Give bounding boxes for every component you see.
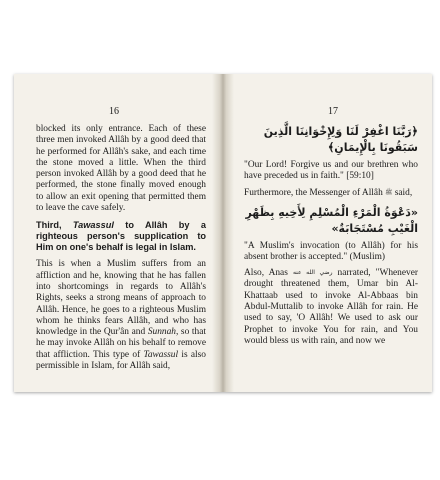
paragraph-affliction-text-1: This is when a Muslim suffers from an affliction and he, knowing that he has fallen into shortcomings in regards to Allâh's Rights, seeks a strong means of approach to Allâh. Hence, he goes to a righteous Muslim whom he thinks fears Allâh, and who has knowledge in the Qur'ân and	[36, 259, 206, 338]
paragraph-cave-story: blocked its only entrance. Each of these three men invoked Allâh by a good deed that he performed for Allâh's sake, and each time the stone moved a little. When the third person invoked Allâh by a good deed that he performed, the stone finally moved enough to allow an exit opening that permitted them to leave the cave safely.	[36, 124, 206, 214]
paragraph-affliction-text-2: , so that he may invoke Allâh on his behalf to remove that affliction. This type of	[36, 327, 206, 360]
paragraph-messenger-said-word: said,	[394, 187, 413, 198]
paragraph-affliction	[36, 259, 206, 372]
honorific-anas: رضي الله عنه	[292, 269, 333, 277]
arabic-hadith: «دَعْوَةُ الْمَرْءِ الْمُسْلِمِ لِأَخِيهِ بِظَهْرِ الْغَيْبِ مُسْتَجَابَةٌ»	[245, 205, 418, 235]
paragraph-anas-narration	[244, 267, 418, 347]
page-number-left: 16	[109, 106, 119, 117]
translation-hadith: "A Muslim's invocation (to Allâh) for his absent brother is accepted." (Muslim)	[244, 240, 418, 262]
heading-text-1: Third,	[36, 220, 73, 231]
paragraph-messenger-text: Furthermore, the Messenger of Allâh	[244, 187, 383, 198]
section-heading-third	[36, 220, 206, 253]
left-page-body	[36, 124, 206, 378]
right-page-body	[244, 124, 418, 353]
paragraph-anas-text: Also, Anas	[244, 268, 288, 279]
book-spread	[14, 74, 432, 392]
italic-sunnah: Sunnah	[147, 327, 176, 338]
honorific-symbol: ﷺ	[385, 188, 393, 196]
heading-text-2: to Allâh by a righteous person's supplication to Him on one's behalf is legal in Islam.	[36, 220, 206, 253]
paragraph-messenger-said	[244, 187, 418, 199]
translation-verse-59-10: "Our Lord! Forgive us and our brethren who have preceded us in faith." [59:10]	[244, 160, 418, 182]
page-number-right: 17	[328, 106, 338, 117]
paragraph-anas-narration-text: narrated, "Whenever drought threatened them, Umar bin Al-Khattaab used to invoke Al-Abbaas bin Abdul-Muttalib to invoke Allâh for rain. He used to say, 'O Allâh! We used to ask our Prophet to invoke You for rain, and You would bless us with rain, and now we	[244, 268, 418, 346]
left-page	[14, 74, 214, 392]
arabic-verse-59-10: ﴿رَبَّنَا اغْفِرْ لَنَا وَلِإِخْوَانِنَا الَّذِينَ سَبَقُونَا بِالْإِيمَانِ﴾	[263, 125, 418, 154]
heading-italic-tawassul: Tawassul	[72, 220, 114, 231]
book-gutter	[212, 74, 234, 392]
right-page	[234, 74, 432, 392]
paragraph-affliction-text-3: is also permissible in Islam, for Allâh said,	[36, 349, 206, 372]
italic-tawassul: Tawassul	[143, 349, 179, 360]
